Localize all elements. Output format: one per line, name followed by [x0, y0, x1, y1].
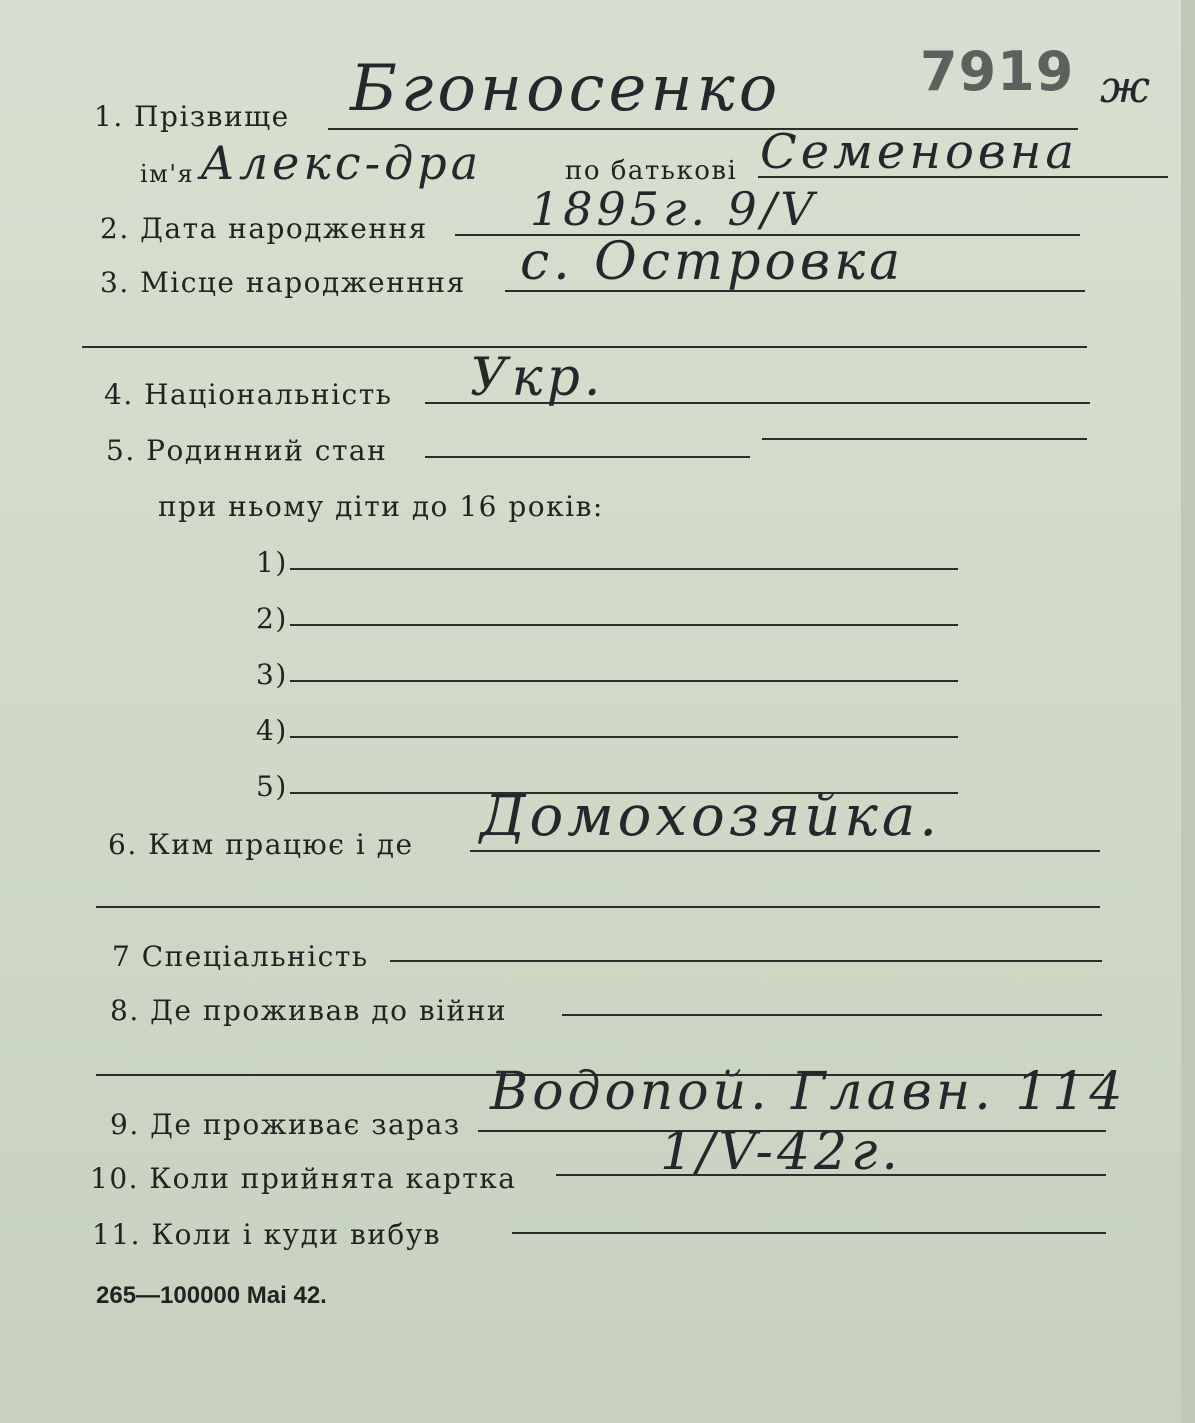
- current-residence-label: 9. Де проживає зараз: [110, 1108, 461, 1141]
- specialty-line: [390, 960, 1102, 962]
- handwritten-surname: Бгоносенко: [350, 52, 782, 126]
- card-edge: [1181, 0, 1195, 1423]
- child-3-label: 3): [256, 658, 288, 691]
- marital-status-line-1: [425, 456, 750, 458]
- prewar-residence-line: [562, 1014, 1102, 1016]
- card-accepted-label: 10. Коли прийнята картка: [90, 1162, 517, 1195]
- child-5-label: 5): [256, 770, 288, 803]
- departure-label: 11. Коли і куди вибув: [92, 1218, 441, 1251]
- work-label: 6. Ким працює і де: [108, 828, 414, 861]
- child-3-line: [290, 680, 958, 682]
- children-label: при ньому діти до 16 років:: [158, 490, 604, 523]
- marital-status-line-2: [762, 438, 1087, 440]
- birth-place-label: 3. Місце народженння: [100, 266, 466, 299]
- handwritten-patronymic: Семеновна: [760, 124, 1079, 180]
- child-1-label: 1): [256, 546, 288, 579]
- name-label: ім'я: [140, 160, 195, 188]
- handwritten-birth-place: с. Островка: [520, 232, 905, 292]
- birth-date-label: 2. Дата народження: [100, 212, 428, 245]
- handwritten-nationality: Укр.: [470, 348, 605, 408]
- work-line-2: [96, 906, 1100, 908]
- child-1-line: [290, 568, 958, 570]
- child-4-line: [290, 736, 958, 738]
- nationality-label: 4. Національність: [104, 378, 393, 411]
- specialty-label: 7 Спеціальність: [112, 940, 369, 973]
- archive-stamp-number: 7919: [920, 40, 1075, 103]
- surname-label: 1. Прізвище: [94, 100, 290, 133]
- child-2-line: [290, 624, 958, 626]
- handwritten-name: Алекс-дра: [200, 136, 483, 190]
- handwritten-current-address: Водопой. Главн. 114: [490, 1062, 1127, 1122]
- patronymic-label: по батькові: [565, 156, 738, 186]
- prewar-residence-label: 8. Де проживав до війни: [110, 994, 508, 1027]
- handwritten-surname-mark: ж: [1100, 62, 1155, 113]
- handwritten-work: Домохозяйка.: [480, 784, 941, 849]
- print-info: 265—100000 Mai 42.: [96, 1282, 327, 1309]
- work-line: [470, 850, 1100, 852]
- handwritten-birth-date: 1895г. 9/V: [530, 182, 818, 236]
- marital-status-label: 5. Родинний стан: [106, 434, 388, 467]
- child-2-label: 2): [256, 602, 288, 635]
- departure-line: [512, 1232, 1106, 1234]
- handwritten-accepted-date: 1/V-42г.: [660, 1122, 902, 1182]
- child-4-label: 4): [256, 714, 288, 747]
